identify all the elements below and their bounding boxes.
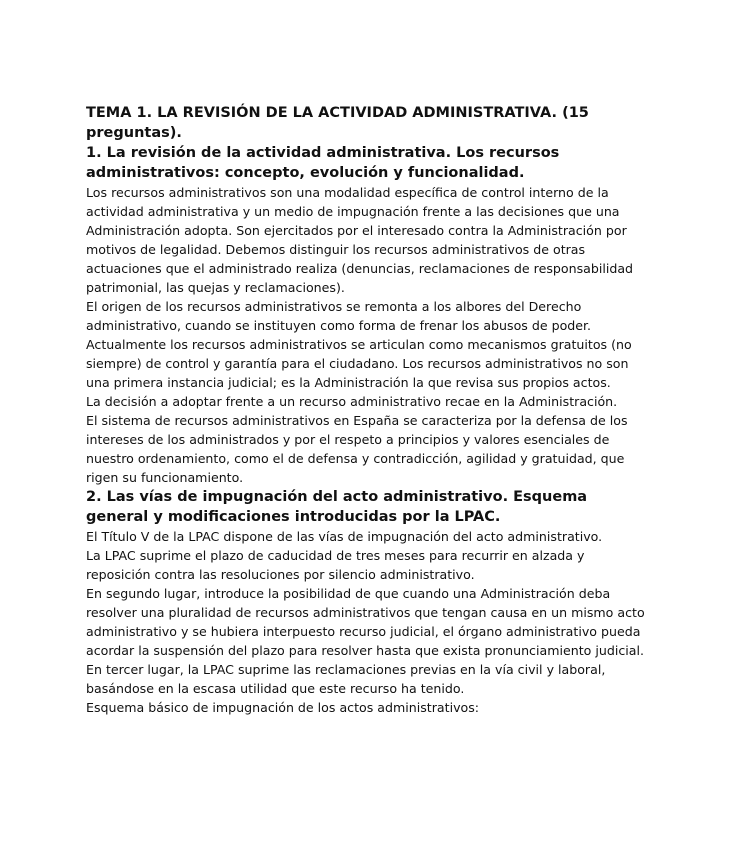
section-2-paragraph-1: El Título V de la LPAC dispone de las vías de impugnación del acto administrativo. — [86, 529, 603, 544]
section-2-paragraph-5: Esquema básico de impugnación de los actos administrativos: — [86, 700, 480, 715]
section-1-heading: 1. La revisión de la actividad administrativa. Los recursos administrativos: concepto, evolución y funcionalidad. — [86, 145, 560, 181]
document-title: TEMA 1. LA REVISIÓN DE LA ACTIVIDAD ADMINISTRATIVA. (15 preguntas). — [86, 105, 589, 141]
section-1-paragraph-2: El origen de los recursos administrativos se remonta a los albores del Derecho administrativo, cuando se instituyen como forma de frenar los abusos de poder. — [86, 299, 592, 333]
section-2-heading: 2. Las vías de impugnación del acto administrativo. Esquema general y modificaciones introducidas por la LPAC. — [86, 489, 588, 525]
section-2 — [86, 487, 648, 717]
section-2-paragraph-4: En tercer lugar, la LPAC suprime las reclamaciones previas en la vía civil y laboral, basándose en la escasa utilidad que este recurso ha tenido. — [86, 662, 606, 696]
section-1-paragraph-4: La decisión a adoptar frente a un recurso administrativo recae en la Administración. — [86, 394, 618, 409]
section-2-paragraph-2: La LPAC suprime el plazo de caducidad de tres meses para recurrir en alzada y reposición contra las resoluciones por silencio administrativo. — [86, 548, 585, 582]
section-1-paragraph-3: Actualmente los recursos administrativos se articulan como mecanismos gratuitos (no siempre) de control y garantía para el ciudadano. Los recursos administrativos no son una primera instancia judicial; es la Administración la que revisa sus propios actos. — [86, 337, 632, 390]
section-2-paragraph-3: En segundo lugar, introduce la posibilidad de que cuando una Administración deba resolver una pluralidad de recursos administrativos que tengan causa en un mismo acto administrativo y se hubiera interpuesto recurso judicial, el órgano administrativo pueda acordar la suspensión del plazo para resolver hasta que exista pronunciamiento judicial. — [86, 586, 645, 658]
section-1-paragraph-1: Los recursos administrativos son una modalidad específica de control interno de la actividad administrativa y un medio de impugnación frente a las decisiones que una Administración adopta. Son ejercitados por el interesado contra la Administración por motivos de legalidad. Debemos distinguir los recursos administrativos de otras actuaciones que el administrado realiza (denuncias, reclamaciones de responsabilidad patrimonial, las quejas y reclamaciones). — [86, 185, 634, 295]
section-1-paragraph-5: El sistema de recursos administrativos en España se caracteriza por la defensa de los intereses de los administrados y por el respeto a principios y valores esenciales de nuestro ordenamiento, como el de defensa y contradicción, agilidad y gratuidad, que rigen su funcionamiento. — [86, 413, 628, 485]
document-page — [86, 103, 648, 717]
section-1 — [86, 143, 648, 487]
